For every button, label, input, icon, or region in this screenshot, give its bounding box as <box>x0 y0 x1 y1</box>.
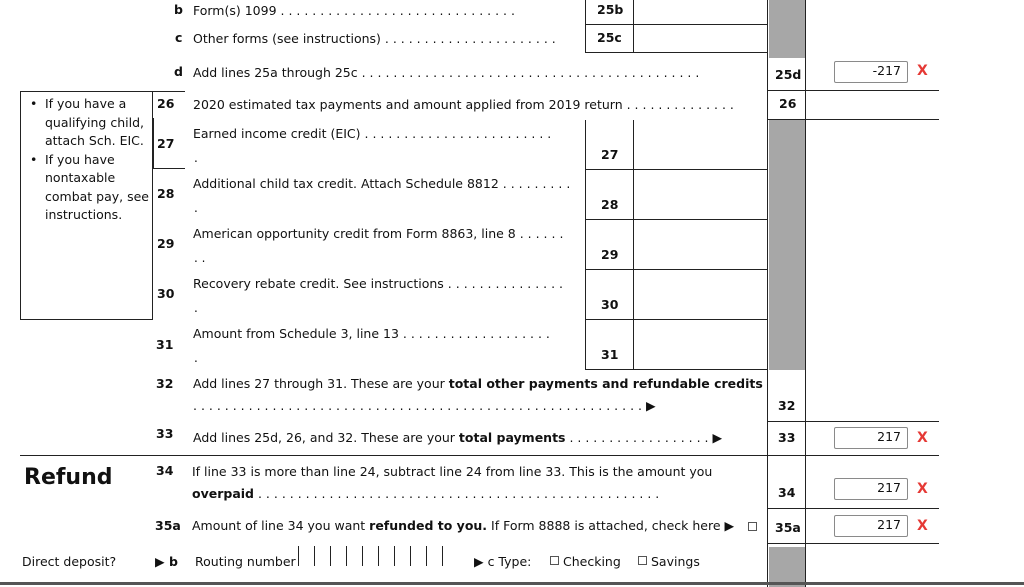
direct-deposit-label: Direct deposit? <box>22 554 117 569</box>
line-29-amount-field[interactable] <box>635 221 766 268</box>
line-33-number: 33 <box>156 426 174 441</box>
line-31-label: Amount from Schedule 3, line 13 . . . . . . . . . . . . . . . . . . . <box>193 326 550 341</box>
shaded-column-middle <box>769 120 805 370</box>
line-29-number: 29 <box>157 236 175 251</box>
line-25c-letter: c <box>175 30 183 45</box>
savings-checkbox[interactable] <box>638 556 647 565</box>
routing-prefix: ▶ b <box>155 554 178 569</box>
line-29-box: 29 <box>601 247 619 262</box>
line-30-box: 30 <box>601 297 619 312</box>
line-28-number: 28 <box>157 186 175 201</box>
line-26-amount-field[interactable] <box>806 92 938 118</box>
line-31-number: 31 <box>156 337 174 352</box>
routing-number-label: Routing number <box>195 554 296 569</box>
line-32-dots: . . . . . . . . . . . . . . . . . . . . . . . . . . . . . . . . . . . . . . . . . . . . . . . . . . . . . . . . . ▶ <box>193 398 656 413</box>
line-25d-amount-field[interactable]: -217 <box>834 61 908 83</box>
line-32-label: Add lines 27 through 31. These are your total other payments and refundable credits <box>193 376 763 391</box>
savings-option[interactable]: Savings <box>638 556 700 569</box>
line-35a-box: 35a <box>775 520 801 535</box>
error-x-icon[interactable]: X <box>917 63 928 79</box>
line-25d-letter: d <box>174 64 183 79</box>
line-35a-number: 35a <box>155 518 181 533</box>
line-27-label: Earned income credit (EIC) . . . . . . . . . . . . . . . . . . . . . . . . <box>193 126 552 141</box>
line-30-number: 30 <box>157 286 175 301</box>
checking-option[interactable]: Checking <box>550 556 621 569</box>
routing-number-input[interactable] <box>298 546 443 566</box>
line-28-amount-field[interactable] <box>635 171 766 218</box>
line-34-label: If line 33 is more than line 24, subtract line 24 from line 33. This is the amount you <box>192 464 713 479</box>
error-x-icon[interactable]: X <box>917 430 928 446</box>
refund-heading: Refund <box>24 465 113 490</box>
line-26-number: 26 <box>157 96 175 111</box>
line-25c-box: 25c <box>597 30 622 45</box>
line-33-box: 33 <box>778 430 796 445</box>
line-27-number: 27 <box>157 136 175 151</box>
form-8888-checkbox[interactable] <box>748 522 757 531</box>
line-25b-label: Form(s) 1099 . . . . . . . . . . . . . . . . . . . . . . . . . . . . . . <box>193 3 515 18</box>
line-34-number: 34 <box>156 463 174 478</box>
line-34-label-cont: overpaid . . . . . . . . . . . . . . . . . . . . . . . . . . . . . . . . . . . . . . . . . . . . . . . . . . . <box>192 486 660 501</box>
line-28-box: 28 <box>601 197 619 212</box>
line-26-label: 2020 estimated tax payments and amount applied from 2019 return . . . . . . . . . . . . . . <box>193 97 734 112</box>
error-x-icon[interactable]: X <box>917 481 928 497</box>
line-31-amount-field[interactable] <box>635 321 766 368</box>
line-26-box: 26 <box>779 96 797 111</box>
line-25c-label: Other forms (see instructions) . . . . . . . . . . . . . . . . . . . . . . <box>193 31 556 46</box>
line-32-box: 32 <box>778 398 796 413</box>
line-34-amount-field[interactable]: 217 <box>834 478 908 500</box>
line-34-box: 34 <box>778 485 796 500</box>
account-type-label: ▶ c Type: <box>474 554 532 569</box>
line-25d-box: 25d <box>775 67 802 82</box>
line-25d-label: Add lines 25a through 25c . . . . . . . . . . . . . . . . . . . . . . . . . . . . . . . . . . . . . . . . . . . <box>193 65 700 80</box>
line-31-box: 31 <box>601 347 619 362</box>
line-30-amount-field[interactable] <box>635 271 766 318</box>
line-25b-letter: b <box>174 2 183 17</box>
side-note: • If you have a qualifying child, attach Sch. EIC. • If you have nontaxable combat pay, see instructions. <box>30 96 149 222</box>
line-33-amount-field[interactable]: 217 <box>834 427 908 449</box>
line-30-label: Recovery rebate credit. See instructions . . . . . . . . . . . . . . . <box>193 276 564 291</box>
error-x-icon[interactable]: X <box>917 518 928 534</box>
line-25b-box: 25b <box>597 2 624 17</box>
line-27-amount-field[interactable] <box>635 121 766 168</box>
line-28-label: Additional child tax credit. Attach Schedule 8812 . . . . . . . . . <box>193 176 571 191</box>
line-35a-label: Amount of line 34 you want refunded to you. If Form 8888 is attached, check here ▶ <box>192 518 735 533</box>
checking-checkbox[interactable] <box>550 556 559 565</box>
line-32-amount-field[interactable] <box>806 394 938 420</box>
shaded-column-bottom <box>769 547 805 587</box>
line-29-label: American opportunity credit from Form 8863, line 8 . . . . . . <box>193 226 564 241</box>
line-35a-amount-field[interactable]: 217 <box>834 515 908 537</box>
line-32-number: 32 <box>156 376 174 391</box>
shaded-column-top <box>769 0 805 58</box>
line-27-box: 27 <box>601 147 619 162</box>
line-33-label: Add lines 25d, 26, and 32. These are your total payments . . . . . . . . . . . . . . . . . . ▶ <box>193 430 723 445</box>
